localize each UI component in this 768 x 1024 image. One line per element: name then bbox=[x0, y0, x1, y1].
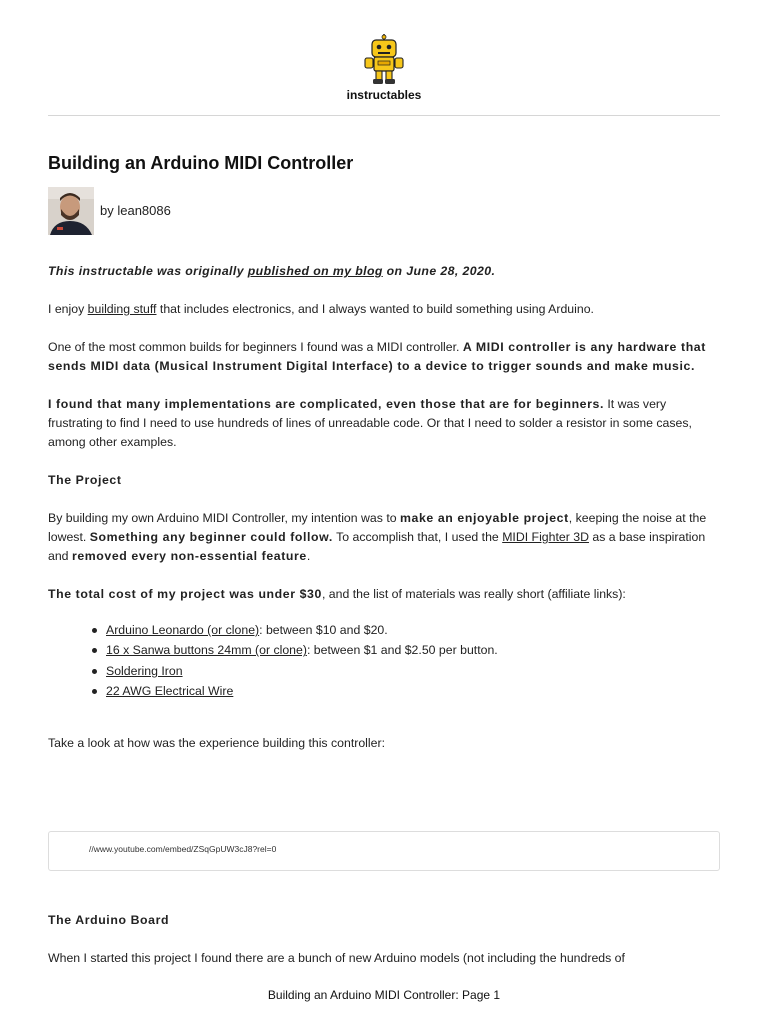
p4-c: , keeping the noise at the lowest. bbox=[48, 511, 707, 544]
p4-bold-removed: removed every non-essential feature bbox=[71, 549, 307, 563]
page-title: Building an Arduino MIDI Controller bbox=[48, 153, 354, 173]
list-item bbox=[106, 640, 720, 660]
avatar[interactable] bbox=[48, 187, 94, 235]
material-link[interactable]: 22 AWG Electrical Wire bbox=[106, 684, 234, 699]
building-stuff-link[interactable]: building stuff bbox=[87, 302, 157, 316]
material-detail: : between $1 and $2.50 per button. bbox=[306, 643, 498, 658]
list-item bbox=[106, 681, 720, 701]
article-body-continued bbox=[48, 911, 720, 968]
blog-link[interactable]: published on my blog bbox=[247, 264, 383, 278]
header-divider bbox=[48, 115, 720, 116]
paragraph-2 bbox=[48, 338, 720, 376]
p5-bold: The total cost of my project was under $30 bbox=[48, 587, 322, 601]
p4-bold-enjoyable: make an enjoyable project bbox=[400, 511, 569, 525]
p4-g: as a base inspiration and bbox=[48, 530, 706, 563]
logo-text[interactable]: instructables bbox=[346, 88, 422, 102]
intro-paragraph bbox=[48, 262, 720, 281]
paragraph-1 bbox=[48, 300, 720, 319]
p4-e: To accomplish that, I used the bbox=[332, 530, 503, 544]
video-embed[interactable] bbox=[48, 831, 720, 871]
midi-fighter-link[interactable]: MIDI Fighter 3D bbox=[502, 530, 589, 544]
p4-a: By building my own Arduino MIDI Controller, my intention was to bbox=[48, 511, 400, 525]
site-header bbox=[0, 0, 768, 116]
paragraph-5 bbox=[48, 585, 720, 604]
p4-bold-beginner: Something any beginner could follow. bbox=[89, 530, 333, 544]
paragraph-4 bbox=[48, 509, 720, 566]
material-link[interactable]: Arduino Leonardo (or clone) bbox=[106, 623, 260, 637]
heading-the-project: The Project bbox=[48, 473, 122, 487]
intro-text-post: on June 28, 2020. bbox=[382, 264, 496, 278]
page-footer: Building an Arduino MIDI Controller: Page 1 bbox=[267, 988, 501, 1002]
p2-pre: One of the most common builds for beginners I found was a MIDI controller. bbox=[48, 340, 463, 354]
heading-arduino-board: The Arduino Board bbox=[48, 913, 170, 927]
list-item bbox=[106, 620, 720, 640]
article-body bbox=[48, 262, 720, 753]
p1-pre: I enjoy bbox=[48, 302, 88, 316]
material-link[interactable]: Soldering Iron bbox=[106, 663, 183, 678]
p3-bold: I found that many implementations are complicated, even those that are for beginners. bbox=[48, 397, 604, 411]
p4-i: . bbox=[306, 549, 311, 563]
p3-post: It was very frustrating to find I need to use hundreds of lines of unreadable code. Or that I need to solder a resistor in some cases, among other examples. bbox=[48, 397, 692, 449]
materials-list bbox=[48, 620, 720, 702]
embed-url[interactable]: //www.youtube.com/embed/ZSqGpUW3cJ8?rel=0 bbox=[89, 844, 277, 854]
p5-post: , and the list of materials was really short (affiliate links): bbox=[321, 587, 626, 601]
author-avatar-image bbox=[48, 187, 94, 235]
paragraph-6: Take a look at how was the experience building this controller: bbox=[48, 735, 385, 750]
instructables-robot-logo[interactable] bbox=[362, 34, 406, 86]
list-item bbox=[106, 661, 720, 681]
paragraph-3 bbox=[48, 395, 720, 452]
p2-bold: A MIDI controller is any hardware that sends MIDI data (Musical Instrument Digital Interface) to a device to trigger sounds and make music. bbox=[48, 340, 706, 373]
material-detail: : between $10 and $20. bbox=[259, 623, 388, 637]
author-byline[interactable]: by lean8086 bbox=[100, 203, 171, 218]
p1-post: that includes electronics, and I always wanted to build something using Arduino. bbox=[156, 302, 594, 316]
intro-text-pre: This instructable was originally bbox=[48, 264, 248, 278]
material-link[interactable]: 16 x Sanwa buttons 24mm (or clone) bbox=[106, 643, 307, 658]
paragraph-7: When I started this project I found there are a bunch of new Arduino models (not including the hundreds of bbox=[48, 951, 625, 965]
